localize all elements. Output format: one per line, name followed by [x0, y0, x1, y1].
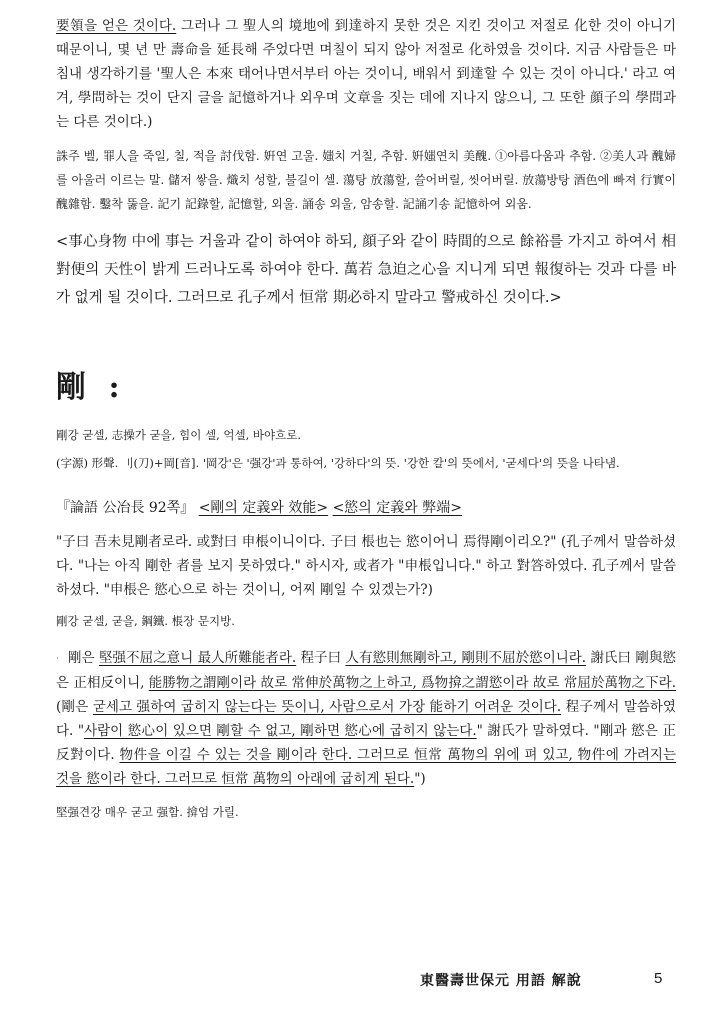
summary-paragraph: <事心身物 中에 事는 거울과 같이 하여야 하되, 顔子와 같이 時間的으로 餘裕를 가지고 하여서 相對便의 天性이 밝게 드러나도록 하여야 한다. 萬若 急迫之心을 지니게 되면 報復하는 것과 다를 바가 없게 될 것이다. 그러므로 孔子께서 恒常 期必하지 말라고 警戒하신 것이다.> [56, 234, 676, 306]
link-definition-efficacy[interactable]: <剛의 定義와 效能> [198, 500, 329, 516]
book-reference: 『論語 公冶長 92쪽』 [56, 500, 195, 516]
underlined-phrase: 要領을 얻은 것이다. [56, 18, 177, 34]
page-footer [420, 970, 680, 990]
link-definition-harm[interactable]: <慾의 定義와 弊端> [332, 500, 462, 516]
underlined-phrase: 굳세고 强하여 굽히지 않는다는 뜻이니, 사람으로서 가장 能하기 어려운 것이다. [92, 698, 562, 715]
bullet-mark: · [56, 653, 59, 664]
commentary-text: 程子曰 [296, 650, 346, 666]
paragraph-text: 그러나 그 聖人의 境地에 到達하지 못한 것은 지킨 것이고 저절로 化한 것이 아니기 때문이니, 몇 년 만 壽命을 延長해 주었다면 며칠이 되지 않아 저절로 化하였을 것이다. 지금 사람들은 마침내 생각하기를 '聖人은 本來 태어나면서부터 아는 것이니, 배워서 到達할 수 있는 것이 아니다.' 라고 여겨, 學問하는 것이 단지 글을 記憶하거나 외우며 文章을 짓는 데에 지나지 않으니, 그 또한 顔子의 學問과는 다른 것이다.) [56, 18, 676, 130]
page-number: 5 [654, 970, 664, 987]
underlined-phrase: 物件을 이길 수 있는 것을 剛이라 한다. 그러므로 恒常 萬物의 위에 펴 있고, 物件에 가려지는 것을 慾이라 한다. 그러므로 恒常 萬物의 아래에 굽히게 된다. [56, 746, 676, 787]
definition-line: 剛강 굳셀, 志操가 굳을, 힘이 셀, 억셀, 바야흐로. [56, 428, 301, 442]
vocabulary-text-a: 誅주 벨, 罪人을 죽일, 칠, 적을 討伐함. 姸연 고울. 媸치 거칠, 추함. 姸媸연치 美醜. ①아름다움과 추함. ②美人과 醜婦를 아울러 이르는 말. 儲저 쌓을. 熾치 성할, 불길이 셀. 蕩탕 放蕩할, 쓸어버릴, 씻어버릴. [56, 149, 676, 187]
vocabulary-note-3: 堅强견강 매우 굳고 强함. 揜엄 가릴. [56, 804, 239, 819]
analects-quote: "子曰 吾未見剛者로라. 或對曰 申棖이니이다. 子曰 棖也는 慾이어니 焉得剛이리오?" (孔子께서 말씀하셨다. "나는 아직 剛한 者를 보지 못하였다." 하시자, 或者가 "申棖입니다." 하고 對答하였다. 孔子께서 말씀하셨다. "申棖은 慾心으로 하는 것이니, 어찌 剛일 수 있겠는가?) [56, 534, 676, 598]
reference-line [56, 496, 676, 520]
commentary-text: ") [414, 770, 426, 787]
section-heading: 剛 : [56, 370, 126, 405]
vocabulary-text-b: 放蕩방탕 酒色에 빠져 行實이 醜雜함. 鑿착 뚫을. 記기 記錄할, 記憶할, 외울. 誦송 외울, 암송할. 記誦기송 記憶하여 외움. [56, 173, 677, 211]
underlined-phrase: 人有慾則無剛하고, 剛則不屈於慾이니라. [345, 650, 587, 666]
underlined-phrase: 能勝物之謂剛이라 故로 常伸於萬物之上하고, 爲物揜之謂慾이라 故로 常屈於萬物之下라. [148, 674, 676, 691]
commentary-text: 程子께서 말씀하였다. " [56, 698, 676, 739]
document-page [56, 14, 676, 823]
underlined-phrase: 사람이 慾心이 있으면 剛할 수 없고, 剛하면 慾心에 굽히지 않는다. [84, 722, 477, 739]
underlined-phrase: 堅强不屈之意니 最人所難能者라. [98, 650, 297, 666]
commentary-text: (剛은 [56, 698, 93, 715]
footer-title: 東醫壽世保元 用語 解說 [420, 973, 582, 989]
commentary-paragraph [56, 646, 676, 791]
continued-paragraph [56, 14, 676, 134]
commentary-text: " 謝氏가 말하였다. "剛과 慾은 正反對이다. [56, 722, 676, 763]
vocabulary-note-2: 剛강 굳셀, 굳을, 鋼鐵. 棖장 문지방. [56, 614, 235, 628]
vocabulary-note [56, 144, 676, 216]
commentary-text: 謝氏曰 剛與慾은 正相反이니, [56, 650, 676, 691]
etymology-line: (字源) 形聲. 刂(刀)+岡[音]. '岡강'은 '强강'과 통하여, '강하다'의 뜻. '강한 칼'의 뜻에서, '굳세다'의 뜻을 나타냄. [56, 456, 620, 470]
commentary-text: 剛은 [68, 650, 99, 666]
